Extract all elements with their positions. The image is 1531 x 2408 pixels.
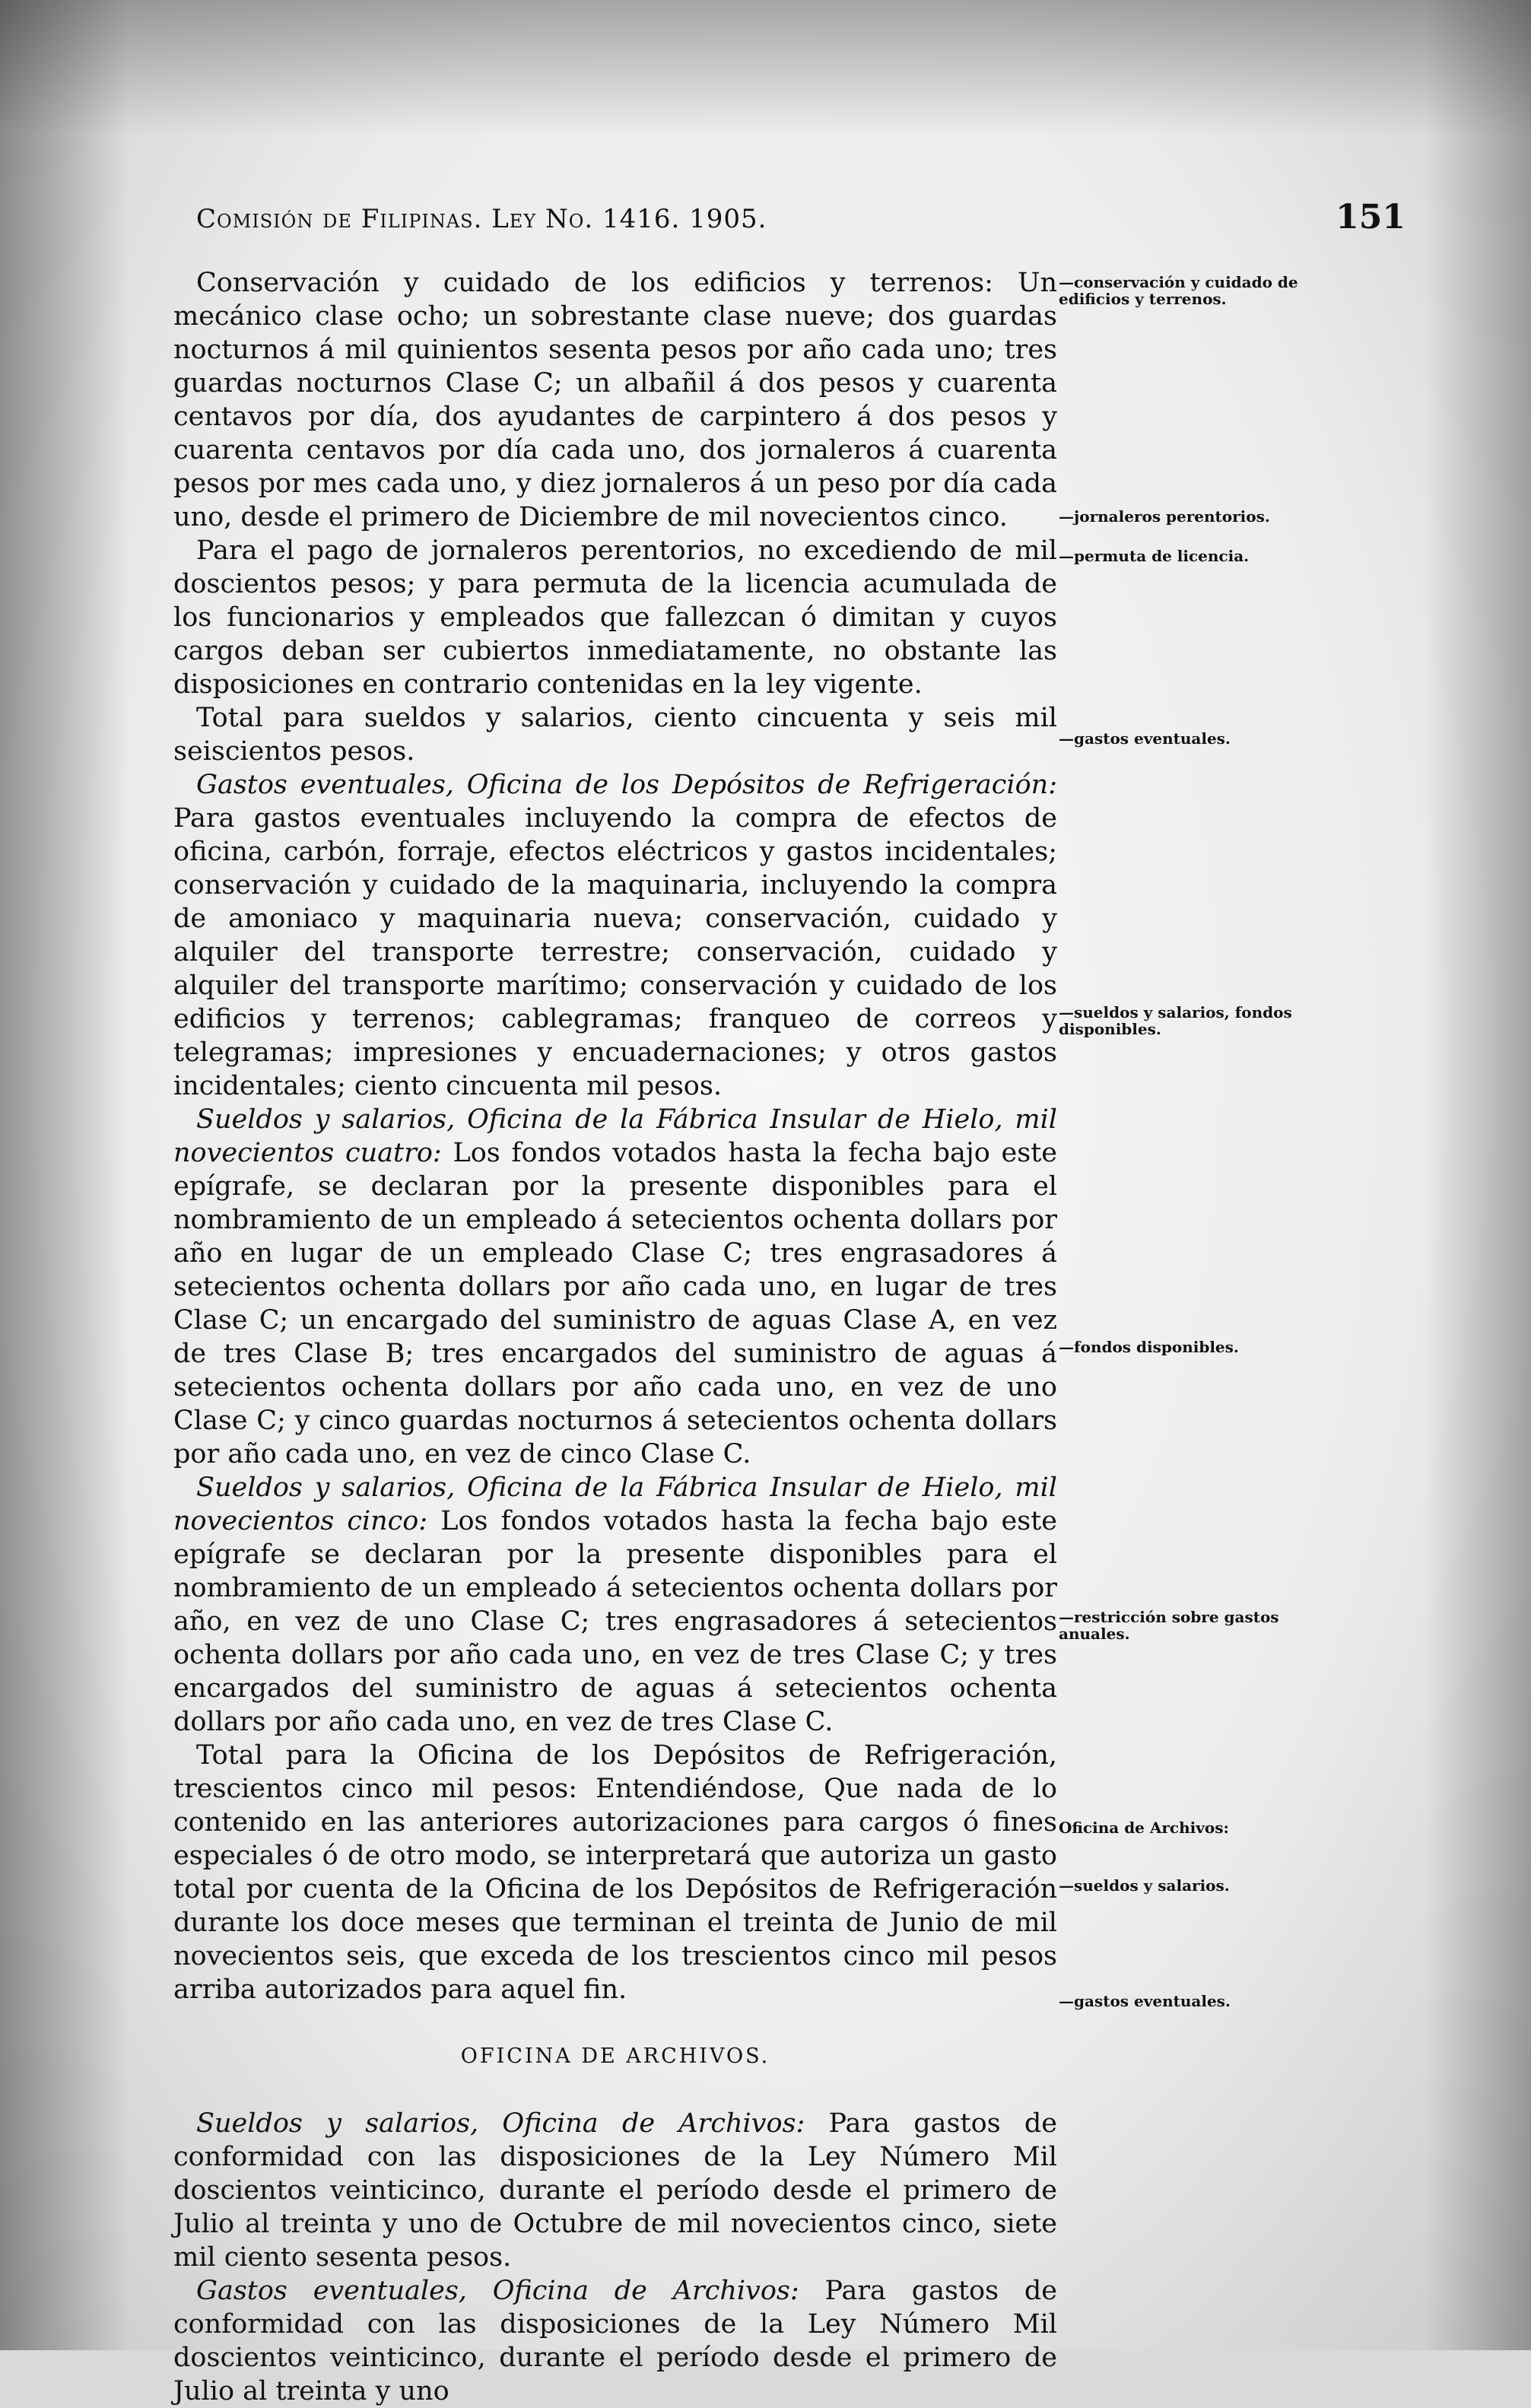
paragraph-text: Para gastos de conformidad con las disposiciones de la Ley Número Mil doscientos veinticinco, durante el período desde el primero de Julio al treinta y uno de Octubre de mil novecientos cinco, siete mil ciento sesenta pesos.: [173, 2108, 1057, 2273]
page-header: [196, 198, 1406, 249]
paragraph-lead: Gastos eventuales, Oficina de los Depósitos de Refrigeración:: [196, 770, 1057, 800]
margin-note: —restricción sobre gastos anuales.: [1059, 1608, 1279, 1643]
margin-note: —permuta de licencia.: [1059, 547, 1250, 565]
paragraph-text: Para el pago de jornaleros perentorios, no excediendo de mil doscientos pesos; y para permuta de la licencia acumulada de los funcionarios y empleados que fallezcan ó dimitan y cuyos cargos deban ser cubiertos inmediatamente, no obstante las disposiciones en contrario contenidas en la ley vigente.: [173, 535, 1057, 700]
paragraph-lead: Sueldos y salarios, Oficina de la Fábrica Insular de Hielo, mil novecientos cinco:: [173, 1472, 1057, 1536]
paragraph-text: Para gastos eventuales incluyendo la compra de efectos de oficina, carbón, forraje, efectos eléctricos y gastos incidentales; conservación y cuidado de la maquinaria, incluyendo la compra de amoniaco y maquinaria nueva; conservación, cuidado y alquiler del transporte terrestre; conservación, cuidado y alquiler del transporte marítimo; conservación y cuidado de los edificios y terrenos; cablegramas; franqueo de correos y telegramas; impresiones y encuadernaciones; y otros gastos incidentales; ciento cincuenta mil pesos.: [173, 803, 1057, 1101]
paragraph-text: Los fondos votados hasta la fecha bajo este epígrafe se declaran por la presente disponibles para el nombramiento de un empleado á setecientos ochenta dollars por año, en vez de uno Clase C; tres engrasadores á setecientos ochenta dollars por año cada uno, en vez de tres Clase C; y tres encargados del suministro de aguas á setecientos ochenta dollars por año cada uno, en vez de tres Clase C.: [173, 1506, 1057, 1737]
paragraph-text: Total para sueldos y salarios, ciento cincuenta y seis mil seiscientos pesos.: [173, 703, 1057, 767]
paragraph-lead: Sueldos y salarios, Oficina de la Fábrica Insular de Hielo, mil novecientos cuatro:: [173, 1104, 1057, 1168]
paragraph: [173, 534, 1057, 701]
margin-note: —gastos eventuales.: [1059, 1992, 1231, 2010]
paragraph-text: Para gastos de conformidad con las disposiciones de la Ley Número Mil doscientos veinticinco, durante el período desde el primero de Julio al treinta y uno: [173, 2276, 1057, 2406]
margin-note: —conservación y cuidado de edificios y terrenos.: [1059, 273, 1298, 308]
margin-note: —jornaleros perentorios.: [1059, 507, 1270, 526]
paragraph: [173, 1739, 1057, 2006]
margin-note: Oficina de Archivos:: [1059, 1819, 1229, 1837]
margin-note: —sueldos y salarios.: [1059, 1876, 1230, 1895]
margin-note: —sueldos y salarios, fondos disponibles.: [1059, 1003, 1292, 1038]
paragraph: [173, 1471, 1057, 1739]
scan-shadow-top: [0, 0, 1531, 137]
paragraph: [173, 1103, 1057, 1471]
margin-note: —fondos disponibles.: [1059, 1338, 1239, 1356]
paragraph: [173, 768, 1057, 1103]
paragraph-lead: Gastos eventuales, Oficina de Archivos:: [196, 2276, 799, 2306]
scan-shadow-left: [0, 0, 129, 2350]
running-title: Comisión de Filipinas. Ley No. 1416. 1905.: [196, 204, 767, 234]
paragraph: [173, 2274, 1057, 2408]
paragraph: [173, 701, 1057, 768]
paragraph: [173, 2107, 1057, 2274]
paragraph: [173, 266, 1057, 534]
scan-shadow-right: [1425, 0, 1531, 2350]
paragraph-text: Los fondos votados hasta la fecha bajo este epígrafe, se declaran por la presente disponibles para el nombramiento de un empleado á setecientos ochenta dollars por año en lugar de un empleado Clase C; tres engrasadores á setecientos ochenta dollars por año cada uno, en lugar de tres Clase C; un encargado del suministro de aguas Clase A, en vez de tres Clase B; tres encargados del suministro de aguas á setecientos ochenta dollars por año cada uno, en vez de uno Clase C; y cinco guardas nocturnos á setecientos ochenta dollars por año cada uno, en vez de cinco Clase C.: [173, 1138, 1057, 1469]
section-title: OFICINA DE ARCHIVOS.: [460, 2044, 770, 2068]
page-number: 151: [1336, 198, 1406, 237]
paragraph-lead: Sueldos y salarios, Oficina de Archivos:: [196, 2108, 805, 2139]
paragraph-text: Total para la Oficina de los Depósitos de Refrigeración, trescientos cinco mil pesos: Entendiéndose, Que nada de lo contenido en las anteriores autorizaciones para cargos ó fines especiales ó de otro modo, se interpretará que autoriza un gasto total por cuenta de la Oficina de los Depósitos de Refrigeración durante los doce meses que terminan el treinta de Junio de mil novecientos seis, que exceda de los trescientos cinco mil pesos arriba autorizados para aquel fin.: [173, 1740, 1057, 2005]
paragraph-text: Conservación y cuidado de los edificios y terrenos: Un mecánico clase ocho; un sobrestante clase nueve; dos guardas nocturnos á mil quinientos sesenta pesos por año cada uno; tres guardas nocturnos Clase C; un albañil á dos pesos y cuarenta centavos por día, dos ayudantes de carpintero á dos pesos y cuarenta centavos por día cada uno, dos jornaleros á cuarenta pesos por mes cada uno, y diez jornaleros á un peso por día cada uno, desde el primero de Diciembre de mil novecientos cinco.: [173, 268, 1057, 532]
body-text: [173, 266, 1057, 2408]
margin-note: —gastos eventuales.: [1059, 729, 1231, 748]
